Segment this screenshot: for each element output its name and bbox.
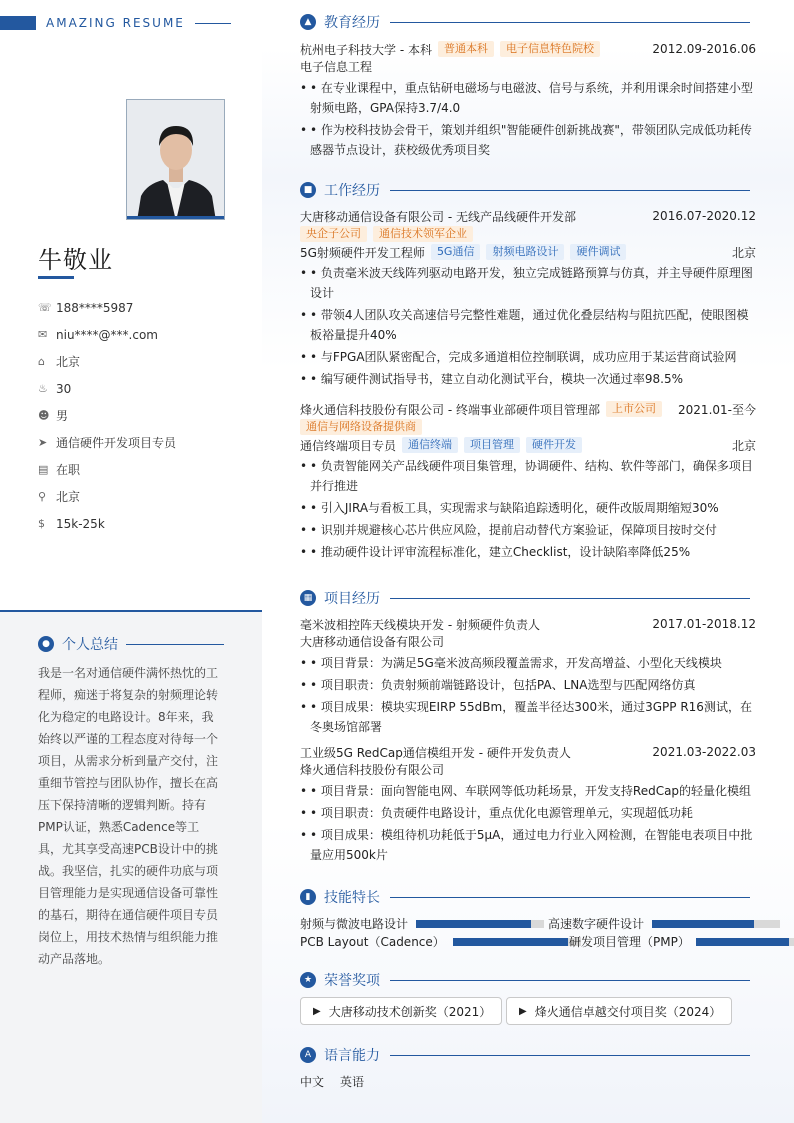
skill-name: 高速数字硬件设计 xyxy=(548,917,645,931)
contact-info-list xyxy=(38,294,176,537)
award-label: 烽火通信卓越交付项目奖（2024） xyxy=(534,1004,722,1019)
list-item: • • 引入JIRA与看板工具，实现需求与缺陷追踪透明化，硬件改版周期缩短30% xyxy=(300,498,756,518)
location-text: 北京 xyxy=(56,490,81,504)
project-name: 工业级5G RedCap通信模组开发 - 硬件开发负责人 xyxy=(300,745,571,760)
work-header-row xyxy=(300,207,756,225)
company-tags-row xyxy=(300,418,756,436)
work-date: 2021.01-至今 xyxy=(678,402,756,417)
profile-photo xyxy=(126,99,225,220)
user-icon: ● xyxy=(38,636,54,652)
info-home xyxy=(38,348,176,375)
list-item: • • 识别并规避核心芯片供应风险，提前启动替代方案验证，保障项目按时交付 xyxy=(300,520,756,540)
list-item: • • 项目成果：模块实现EIRP 55dBm，覆盖半径达300米，通过3GPP R16测试，在冬奥场馆部署 xyxy=(300,697,756,737)
languages-heading-line xyxy=(390,1055,750,1056)
list-item: • • 项目职责：负责射频前端链路设计，包括PA、LNA选型与匹配网络仿真 xyxy=(300,675,756,695)
skill-bar-track xyxy=(416,920,544,928)
bar-chart-icon: ▮ xyxy=(300,889,316,905)
list-item: • • 作为校科技协会骨干，策划并组织"智能硬件创新挑战赛"，带领团队完成低功耗传感器节点设计，获校级优秀项目奖 xyxy=(300,120,756,160)
info-age xyxy=(38,375,176,402)
work-bullets xyxy=(300,263,756,389)
project-block-1 xyxy=(300,615,756,739)
project-header-row xyxy=(300,743,756,761)
skills-heading xyxy=(300,887,750,907)
award-icon: ★ xyxy=(300,972,316,988)
awards-title: 荣誉奖项 xyxy=(324,973,380,989)
skills-heading-line xyxy=(390,897,750,898)
list-item: • • 项目职责：负责硬件电路设计，重点优化电源管理单元，实现超低功耗 xyxy=(300,803,756,823)
skill-name: 研发项目管理（PMP） xyxy=(569,935,690,949)
info-target-role xyxy=(38,429,176,456)
project-org: 烽火通信科技股份有限公司 xyxy=(300,763,445,777)
role-tag: 硬件开发 xyxy=(526,437,582,453)
project-date: 2017.01-2018.12 xyxy=(652,617,756,631)
education-block xyxy=(300,40,756,162)
candidate-name: 牛敬业 xyxy=(38,246,113,274)
skill-bar-fill xyxy=(416,920,531,928)
list-item: • • 带领4人团队攻关高速信号完整性难题，通过优化叠层结构与阻抗匹配，使眼图模板裕量提升40% xyxy=(300,305,756,345)
list-item: • • 在专业课程中，重点钻研电磁场与电磁波、信号与系统，并利用课余时间搭建小型射频电路，GPA保持3.7/4.0 xyxy=(300,78,756,118)
work-block-1 xyxy=(300,207,756,391)
list-item: • • 项目成果：模组待机功耗低于5μA，通过电力行业入网检测，在智能电表项目中批量应用500k片 xyxy=(300,825,756,865)
skill-item xyxy=(569,933,794,950)
info-phone xyxy=(38,294,176,321)
company-tag: 通信与网络设备提供商 xyxy=(300,419,422,435)
email-text: niu****@***.com xyxy=(56,327,158,342)
role-tag: 硬件调试 xyxy=(570,244,626,260)
info-email xyxy=(38,321,176,348)
home-text: 北京 xyxy=(56,355,81,369)
brand-line xyxy=(195,23,231,24)
skill-name: 射频与微波电路设计 xyxy=(300,917,409,931)
role-row xyxy=(300,436,756,454)
summary-heading xyxy=(38,634,224,654)
project-heading-line xyxy=(390,598,750,599)
education-date: 2012.09-2016.06 xyxy=(652,42,756,56)
award-label: 大唐移动技术创新奖（2021） xyxy=(328,1004,492,1019)
skill-name: PCB Layout（Cadence） xyxy=(300,935,445,949)
work-heading-line xyxy=(390,190,750,191)
info-salary xyxy=(38,510,176,537)
briefcase-icon: ■ xyxy=(300,182,316,198)
graduation-cap-icon: ▲ xyxy=(300,14,316,30)
company-tags-row xyxy=(300,225,756,243)
phone-icon: ☏ xyxy=(38,301,52,314)
language-item: 英语 xyxy=(340,1075,365,1089)
age-text: 30 xyxy=(56,381,72,396)
info-location xyxy=(38,483,176,510)
skills-title: 技能特长 xyxy=(324,890,380,906)
work-block-2 xyxy=(300,400,756,564)
project-org: 大唐移动通信设备有限公司 xyxy=(300,635,445,649)
education-bullets xyxy=(300,78,756,160)
send-icon: ➤ xyxy=(38,436,48,449)
project-bullets xyxy=(300,653,756,737)
company-tag: 通信技术领军企业 xyxy=(373,226,473,242)
name-underline xyxy=(38,276,74,279)
project-title: 项目经历 xyxy=(324,591,380,607)
play-arrow-icon: ▶ xyxy=(313,1005,321,1017)
work-bullets xyxy=(300,456,756,562)
project-date: 2021.03-2022.03 xyxy=(652,745,756,759)
home-icon: ⌂ xyxy=(38,355,45,368)
work-city: 北京 xyxy=(731,438,756,453)
grid-icon: ▦ xyxy=(300,590,316,606)
mail-icon: ✉ xyxy=(38,328,48,341)
gender-text: 男 xyxy=(56,409,69,423)
photo-accent-bar xyxy=(127,216,224,219)
salary-icon: $ xyxy=(38,517,45,530)
awards-heading-line xyxy=(390,980,750,981)
languages-list xyxy=(300,1073,364,1090)
skill-bar-fill xyxy=(652,920,754,928)
list-item: • • 编写硬件测试指导书，建立自动化测试平台，模块一次通过率98.5% xyxy=(300,369,756,389)
project-header-row xyxy=(300,615,756,633)
skill-item xyxy=(300,933,581,950)
brand-bar xyxy=(0,16,36,30)
briefcase-icon: ▤ xyxy=(38,463,49,476)
face-icon: ☻ xyxy=(38,409,50,422)
role-row xyxy=(300,243,756,261)
awards-heading xyxy=(300,970,750,990)
skill-bar-fill xyxy=(453,938,568,946)
person-portrait-icon xyxy=(127,100,225,220)
role-title: 通信终端项目专员 xyxy=(300,438,397,453)
company-name: 大唐移动通信设备有限公司 - 无线产品线硬件开发部 xyxy=(300,209,576,224)
role-tag: 通信终端 xyxy=(402,437,458,453)
role-tag: 项目管理 xyxy=(464,437,520,453)
skill-bar-fill xyxy=(696,938,789,946)
education-heading xyxy=(300,12,750,32)
list-item: • • 项目背景：面向智能电网、车联网等低功耗场景，开发支持RedCap的轻量化模组 xyxy=(300,781,756,801)
company-name: 烽火通信科技股份有限公司 - 终端事业部硬件项目管理部 xyxy=(300,402,600,417)
info-status xyxy=(38,456,176,483)
languages-heading xyxy=(300,1045,750,1065)
work-header-row xyxy=(300,400,756,418)
list-item: • • 与FPGA团队紧密配合，完成多通道相位控制联调，成功应用于某运营商试验网 xyxy=(300,347,756,367)
list-item: • • 负责毫米波天线阵列驱动电路开发，独立完成链路预算与仿真，并主导硬件原理图设计 xyxy=(300,263,756,303)
list-item: • • 项目背景：为满足5G毫米波高频段覆盖需求，开发高增益、小型化天线模块 xyxy=(300,653,756,673)
company-tag: 上市公司 xyxy=(606,401,662,417)
school-name: 杭州电子科技大学 - 本科 xyxy=(300,42,432,57)
skill-item xyxy=(300,915,544,932)
work-heading xyxy=(300,180,750,200)
info-gender xyxy=(38,402,176,429)
list-item: • • 推动硬件设计评审流程标准化，建立Checklist，设计缺陷率降低25% xyxy=(300,542,756,562)
target-role-text: 通信硬件开发项目专员 xyxy=(56,436,177,450)
education-header-row xyxy=(300,40,756,58)
summary-heading-line xyxy=(126,644,224,645)
salary-text: 15k-25k xyxy=(56,516,105,531)
work-title: 工作经历 xyxy=(324,183,380,199)
role-tag: 射频电路设计 xyxy=(486,244,564,260)
project-name: 毫米波相控阵天线模块开发 - 射频硬件负责人 xyxy=(300,617,540,632)
brand-title: AMAZING RESUME xyxy=(46,16,185,30)
education-major: 电子信息工程 xyxy=(300,60,373,74)
role-tag: 5G通信 xyxy=(431,244,481,260)
project-bullets xyxy=(300,781,756,865)
education-tag: 普通本科 xyxy=(438,41,494,57)
language-icon: A xyxy=(300,1047,316,1063)
skill-bar-track xyxy=(453,938,581,946)
education-title: 教育经历 xyxy=(324,15,380,31)
cake-icon: ♨ xyxy=(38,382,48,395)
award-item xyxy=(300,997,502,1025)
work-date: 2016.07-2020.12 xyxy=(652,209,756,223)
skill-item xyxy=(548,915,780,932)
award-item xyxy=(506,997,732,1025)
project-heading xyxy=(300,588,750,608)
education-heading-line xyxy=(390,22,750,23)
summary-title: 个人总结 xyxy=(62,637,118,653)
work-city: 北京 xyxy=(731,245,756,260)
play-arrow-icon: ▶ xyxy=(519,1005,527,1017)
location-icon: ⚲ xyxy=(38,490,47,503)
languages-title: 语言能力 xyxy=(324,1048,380,1064)
project-block-2 xyxy=(300,743,756,867)
language-item: 中文 xyxy=(300,1075,325,1089)
status-text: 在职 xyxy=(56,463,81,477)
skill-bar-track xyxy=(652,920,780,928)
brand-header xyxy=(0,16,231,30)
phone-text: 188****5987 xyxy=(56,300,134,315)
role-title: 5G射频硬件开发工程师 xyxy=(300,245,425,260)
company-tag: 央企子公司 xyxy=(300,226,367,242)
education-tag: 电子信息特色院校 xyxy=(500,41,600,57)
list-item: • • 负责智能网关产品线硬件项目集管理，协调硬件、结构、软件等部门，确保多项目并行推进 xyxy=(300,456,756,496)
skill-bar-track xyxy=(696,938,794,946)
summary-text: 我是一名对通信硬件满怀热忱的工程师，痴迷于将复杂的射频理论转化为稳定的电路设计。8年来，我始终以严谨的工程态度对待每一个项目，从需求分析到量产交付，注重细节管控与团队协作，擅长在高压下保持清晰的逻辑判断。持有PMP认证，熟悉Cadence等工具，尤其享受高速PCB设计中的挑战。我坚信，扎实的硬件功底与项目管理能力是实现通信设备可靠性的基石，期待在通信硬件项目专员岗位上，用技术热情与组织能力推动产品落地。 xyxy=(38,666,219,966)
